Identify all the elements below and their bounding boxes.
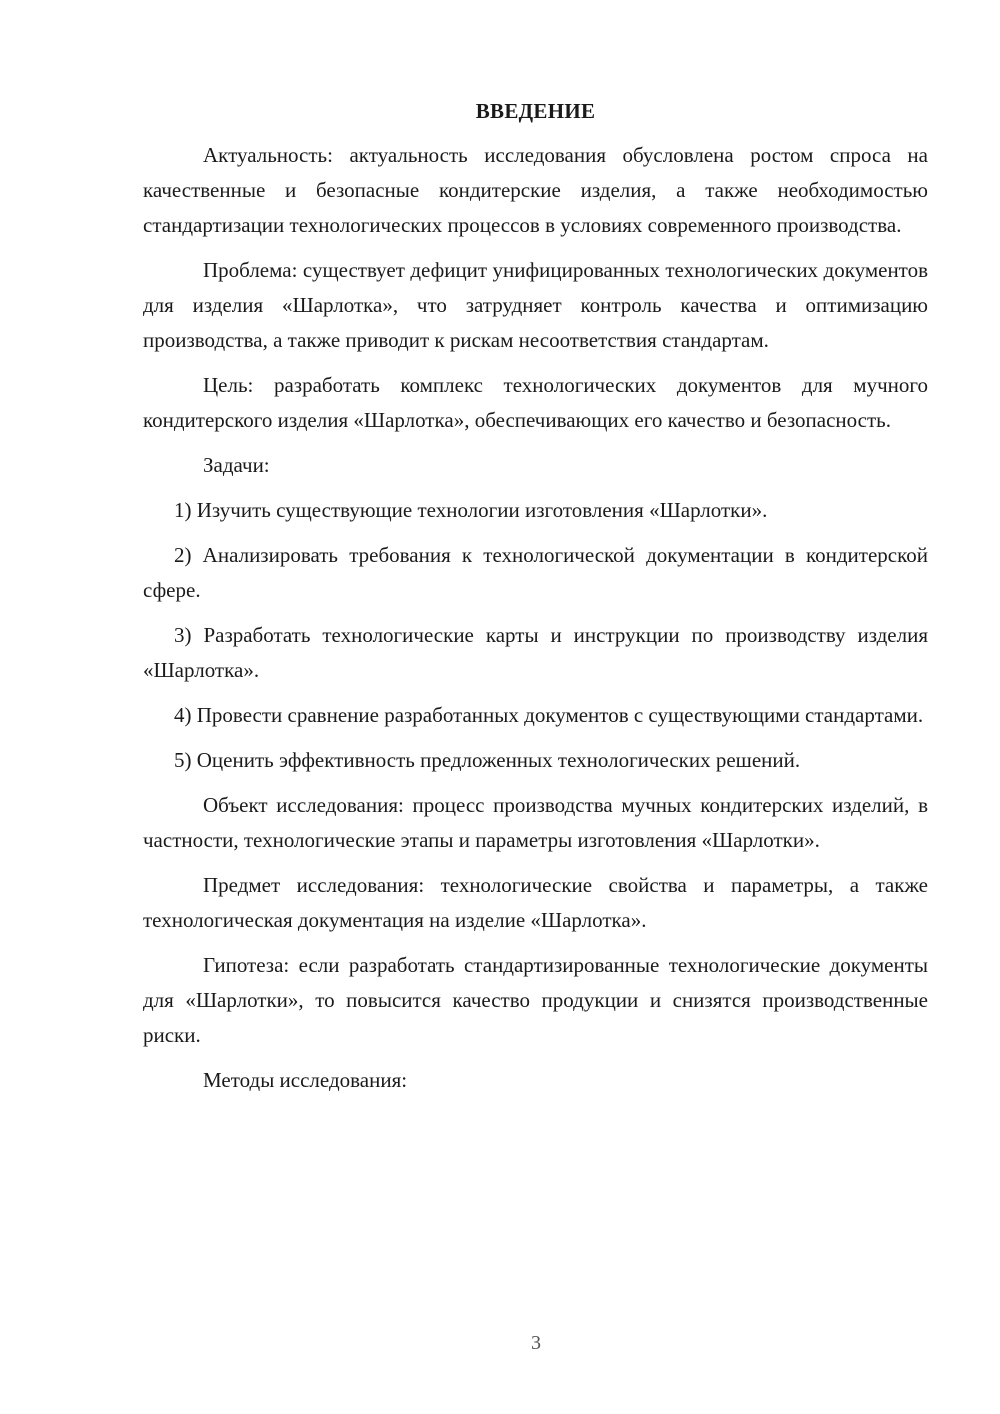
page-number: 3 xyxy=(531,1332,541,1354)
paragraph-problem: Проблема: существует дефицит унифицированных технологических документов для изделия «Шарлотка», что затрудняет контроль качества и оптимизацию производства, а также приводит к рискам несоответствия стандартам. xyxy=(143,258,928,352)
task-item-5: 5) Оценить эффективность предложенных технологических решений. xyxy=(174,748,801,772)
paragraph-methods: Методы исследования: xyxy=(203,1068,408,1092)
paragraph-subject: Предмет исследования: технологические свойства и параметры, а также технологическая документация на изделие «Шарлотка». xyxy=(143,873,928,932)
section-title: ВВЕДЕНИЕ xyxy=(475,99,596,123)
paragraph-tasks-heading: Задачи: xyxy=(203,453,270,477)
paragraph-object: Объект исследования: процесс производства мучных кондитерских изделий, в частности, технологические этапы и параметры изготовления «Шарлотки». xyxy=(143,793,928,852)
paragraph-relevance: Актуальность: актуальность исследования обусловлена ростом спроса на качественные и безопасные кондитерские изделия, а также необходимостью стандартизации технологических процессов в условиях современного производства. xyxy=(143,143,928,237)
document-page xyxy=(143,96,928,1108)
task-item-4: 4) Провести сравнение разработанных документов с существующими стандартами. xyxy=(174,703,924,727)
task-item-2: 2) Анализировать требования к технологической документации в кондитерской сфере. xyxy=(143,543,928,602)
paragraph-goal: Цель: разработать комплекс технологических документов для мучного кондитерского изделия «Шарлотка», обеспечивающих его качество и безопасность. xyxy=(143,373,928,432)
task-item-3: 3) Разработать технологические карты и инструкции по производству изделия «Шарлотка». xyxy=(143,623,928,682)
paragraph-hypothesis: Гипотеза: если разработать стандартизированные технологические документы для «Шарлотки», то повысится качество продукции и снизятся производственные риски. xyxy=(143,953,928,1047)
task-item-1: 1) Изучить существующие технологии изготовления «Шарлотки». xyxy=(174,498,768,522)
